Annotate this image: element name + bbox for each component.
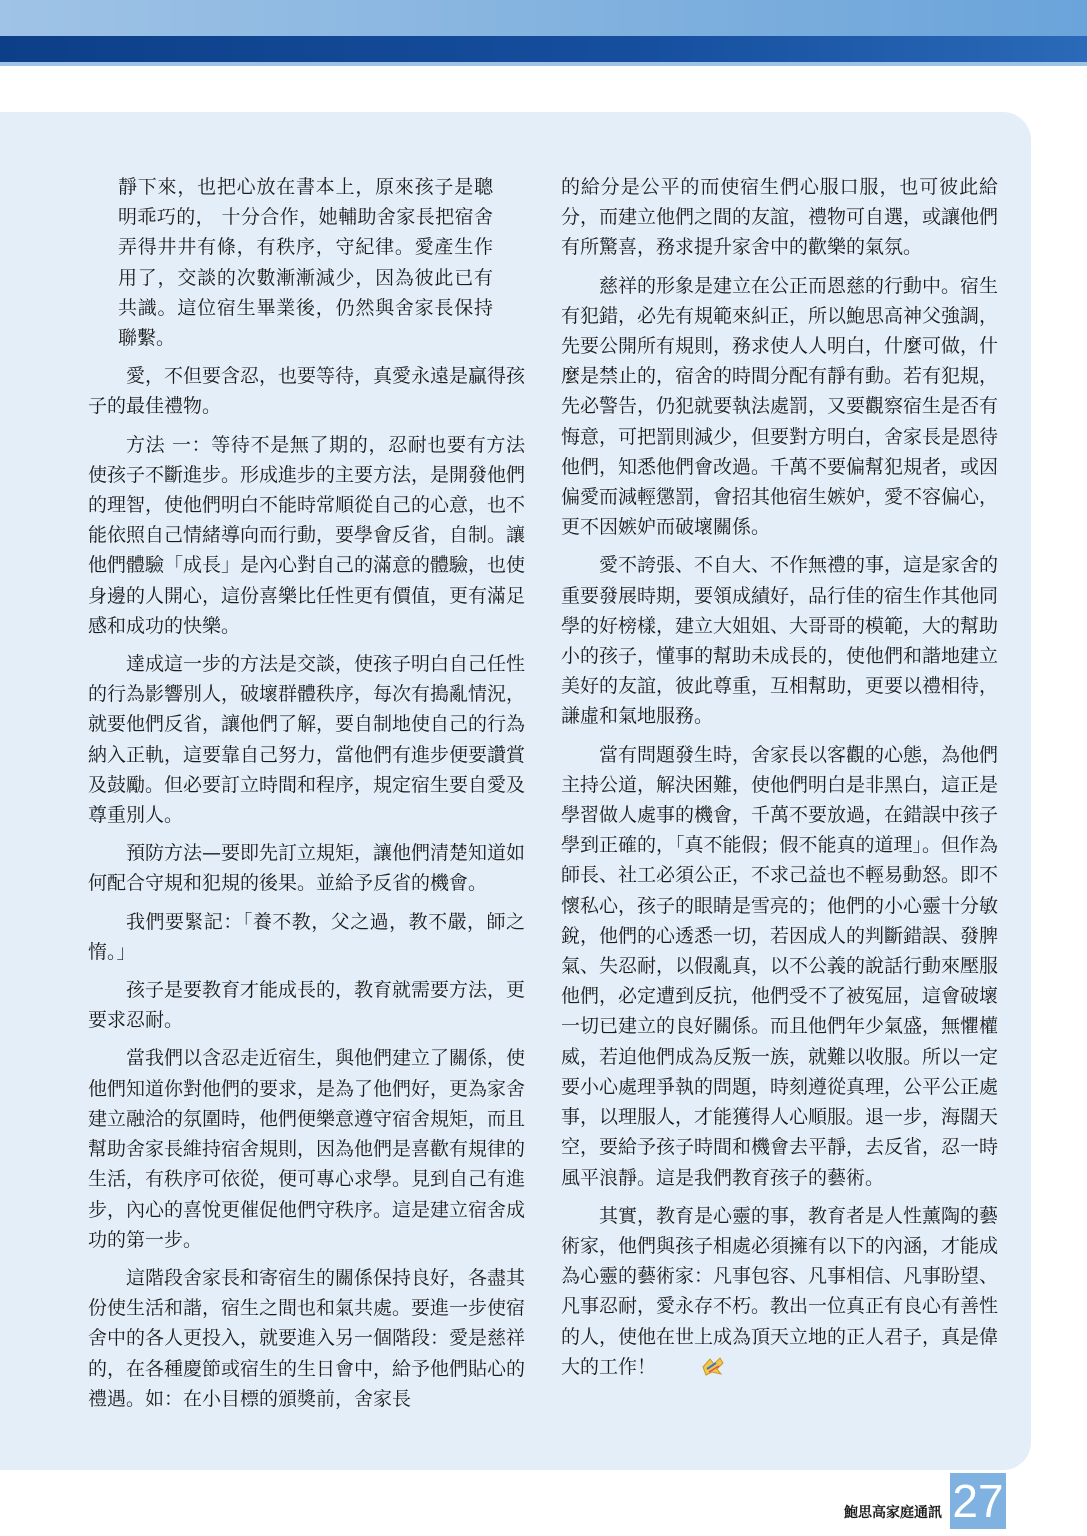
article-column-right — [561, 172, 998, 1390]
header-band-dark — [0, 36, 1087, 62]
paragraph: 靜下來，也把心放在書本上，原來孩子是聰明乖巧的， 十分合作，她輔助舍家長把宿舍弄得井井有條，有秩序，守紀律。愛產生作用了，交談的次數漸漸減少，因為彼此已有共識。這位宿生畢業後，仍然與舍家長保持聯繫。 — [118, 176, 493, 350]
paragraph: 愛，不但要含忍，也要等待，真愛永遠是贏得孩子的最佳禮物。 — [88, 365, 526, 418]
paragraph-text: 其實，教育是心靈的事，教育者是人性薰陶的藝術家，他們與孩子相處必須擁有以下的內涵，才能成為心靈的藝術家：凡事包容、凡事相信、凡事盼望、凡事忍耐，愛永存不朽。教出一位真正有良心有善性的人，使他在世上成為頂天立地的正人君子，真是偉大的工作！ — [561, 1204, 999, 1378]
paragraph: 達成這一步的方法是交談，使孩子明白自己任性的行為影響別人，破壞群體秩序，每次有搗亂情況，就要他們反省，讓他們了解，要自制地使自己的行為納入正軌，這要靠自己努力，當他們有進步便要讚賞及鼓勵。但必要訂立時間和程序，規定宿生要自愛及尊重別人。 — [88, 653, 526, 827]
paragraph: 孩子是要教育才能成長的，教育就需要方法，更要求忍耐。 — [88, 979, 526, 1032]
publication-name: 鮑思高家庭通訊 — [844, 1505, 942, 1521]
paragraph: 這階段舍家長和寄宿生的關係保持良好，各盡其份使生活和諧，宿生之間也和氣共處。要進一步使宿舍中的各人更投入，就要進入另一個階段：愛是慈祥的，在各種慶節或宿生的生日會中，給予他們貼心的禮遇。如：在小目標的頒獎前，舍家長 — [88, 1266, 526, 1410]
header-band-line — [0, 62, 1087, 66]
paragraph-last — [561, 1201, 998, 1382]
paragraph: 預防方法—要即先訂立規矩，讓他們清楚知道如何配合守規和犯規的後果。並給予反省的機會。 — [88, 842, 526, 895]
paragraph: 方法 一：等待不是無了期的，忍耐也要有方法使孩子不斷進步。形成進步的主要方法，是開發他們的理智，使他們明白不能時常順從自己的心意，也不能依照自己情緒導向而行動，要學會反省，自制。讓他們體驗「成長」是內心對自己的滿意的體驗，也使身邊的人開心，這份喜樂比任性更有價值，更有滿足感和成功的快樂。 — [88, 433, 526, 637]
paragraph: 當我們以含忍走近宿生，與他們建立了關係，使他們知道你對他們的要求，是為了他們好，更為家舍建立融洽的氛圍時，他們便樂意遵守宿舍規矩，而且幫助舍家長維持宿舍規則，因為他們是喜歡有規律的生活，有秩序可依從，便可專心求學。見到自己有進步，內心的喜悅更催促他們守秩序。這是建立宿舍成功的第一步。 — [88, 1047, 526, 1251]
paragraph: 慈祥的形象是建立在公正而恩慈的行動中。宿生有犯錯，必先有規範來糾正，所以鮑思高神父強調，先要公開所有規則，務求使人人明白，什麼可做，什麼是禁止的，宿舍的時間分配有靜有動。若有犯規，先必警告，仍犯就要執法處罰，又要觀察宿生是否有悔意，可把罰則減少，但要對方明白，舍家長是恩待他們，知悉他們會改過。千萬不要偏幫犯規者，或因偏愛而減輕懲罰，會招其他宿生嫉妒，愛不容偏心，更不因嫉妒而破壞關係。 — [561, 274, 999, 539]
paragraph: 的給分是公平的而使宿生們心服口服，也可彼此給分，而建立他們之間的友誼，禮物可自選，或讓他們有所驚喜，務求提升家舍中的歡樂的氣氛。 — [561, 176, 999, 259]
article-column-left — [88, 172, 525, 1422]
paragraph: 愛不誇張、不自大、不作無禮的事，這是家舍的重要發展時期，要領成績好，品行佳的宿生作其他同學的好榜樣，建立大姐姐、大哥哥的模範，大的幫助小的孩子，懂事的幫助未成長的，使他們和諧地建立美好的友誼，彼此尊重，互相幫助，更要以禮相待，謙虛和氣地服務。 — [561, 554, 999, 728]
decorative-ornament-icon — [662, 1355, 688, 1377]
page-number: 27 — [950, 1473, 1006, 1529]
paragraph: 當有問題發生時，舍家長以客觀的心態，為他們主持公道，解決困難，使他們明白是非黑白，這正是學習做人處事的機會，千萬不要放過，在錯誤中孩子學到正確的，「真不能假；假不能真的道理」。但作為師長、社工必須公正，不求己益也不輕易動怒。即不懷私心，孩子的眼睛是雪亮的；他們的小心靈十分敏銳，他們的心透悉一切，若因成人的判斷錯誤、發脾氣、失忍耐，以假亂真，以不公義的說話行動來壓服他們，必定遭到反抗，他們受不了被冤屈，這會破壞一切已建立的良好關係。而且他們年少氣盛，無懼權威，若迫他們成為反叛一族，就難以收服。所以一定要小心處理爭執的問題，時刻遵從真理，公平公正處事，以理服人，才能獲得人心順服。退一步，海闊天空，要給予孩子時間和機會去平靜，去反省，忍一時風平浪靜。這是我們教育孩子的藝術。 — [561, 743, 999, 1189]
header-band-light — [0, 0, 1087, 36]
paragraph: 我們要緊記：「養不教，父之過，教不嚴，師之惰。」 — [88, 910, 525, 963]
